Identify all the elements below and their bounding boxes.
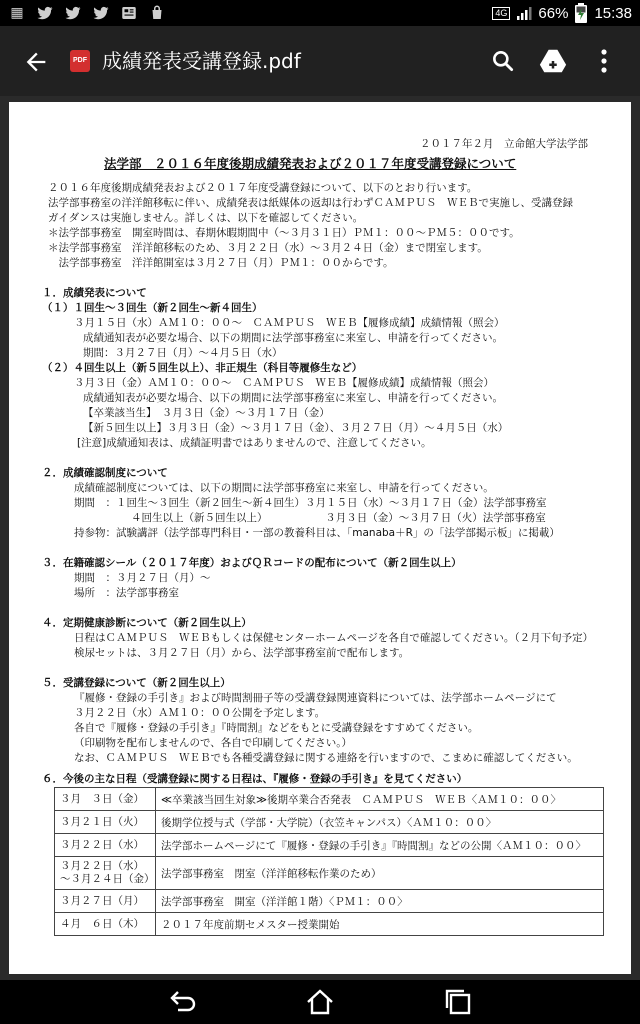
notification-icon: ▦ <box>10 5 24 21</box>
battery-charging-icon <box>574 3 588 23</box>
schedule-event: ２０１７年度前期セメスター授業開始 <box>156 913 604 936</box>
table-row <box>55 857 604 890</box>
twitter-icon <box>36 4 54 22</box>
section-line: ４回生以上（新５回生以上） ３月３日（金）～３月７日（火）法学部事務室 <box>131 512 546 524</box>
section-line: （印刷物を配布しませんので、各自で印刷してください。） <box>74 737 353 749</box>
document-title: 成績発表受講登録.pdf <box>102 49 301 73</box>
table-row <box>55 890 604 913</box>
pdf-page <box>9 102 631 974</box>
section-title: ５．受講登録について（新２回生以上） <box>42 677 231 689</box>
more-options-icon[interactable] <box>592 46 616 76</box>
section-line: 場所 ：法学部事務室 <box>74 587 179 599</box>
schedule-event: 後期学位授与式（学部・大学院）（衣笠キャンパス）〈ＡＭ１０：００〉 <box>156 811 604 834</box>
section-line: 検尿セットは、３月２７日（月）から、法学部事務室前で配布します。 <box>74 647 410 659</box>
section-line: 【卒業該当生】 ３月３日（金）～３月１７日（金） <box>83 407 330 419</box>
intro-line: 法学部事務室の洋洋館移転に伴い、成績発表は紙媒体の返却は行わずＣＡＭＰＵＳ ＷＥＢで実施し、受講登録 <box>48 197 573 209</box>
section-line: ３月３日（金）ＡＭ１０：００～ ＣＡＭＰＵＳ ＷＥＢ【履修成績】成績情報（照会） <box>74 377 494 389</box>
schedule-event: ≪卒業該当回生対象≫後期卒業合否発表 ＣＡＭＰＵＳ ＷＥＢ〈ＡＭ１０：００〉 <box>156 788 604 811</box>
section-line: ３月１５日（水）ＡＭ１０：００～ ＣＡＭＰＵＳ ＷＥＢ【履修成績】成績情報（照会） <box>74 317 505 329</box>
section-line: 成績通知表が必要な場合、以下の期間に法学部事務室に来室し、申請を行ってください。 <box>83 392 503 404</box>
schedule-event: 法学部ホームページにて『履修・登録の手引き』『時間割』などの公開〈ＡＭ１０：００〉 <box>156 834 604 857</box>
section-line: ３月２２日（水）ＡＭ１０：００公開を予定します。 <box>74 707 326 719</box>
section-line: 日程はＣＡＭＰＵＳ ＷＥＢもしくは保健センターホームページを各自で確認してください。（２月下旬予定） <box>74 632 594 644</box>
section-line: 期間 ：１回生～３回生（新２回生～新４回生）３月１５日（水）～３月１７日（金）法学部事務室 <box>74 497 547 509</box>
battery-percent: 66% <box>538 4 569 22</box>
home-icon[interactable] <box>304 986 336 1018</box>
shopping-icon <box>148 4 166 22</box>
subsection-title: （１）１回生～３回生（新２回生～新４回生） <box>42 302 263 314</box>
section-line: 持参物：試験講評（法学部専門科目・一部の教養科目は、「manaba＋R」の「法学部掲示板」に掲載） <box>74 527 560 539</box>
table-row <box>55 834 604 857</box>
schedule-date: ３月２７日（月） <box>55 890 156 913</box>
twitter-icon <box>64 4 82 22</box>
clock: 15:38 <box>594 4 632 22</box>
section-line: [注意]成績通知表は、成績証明書ではありませんので、注意してください。 <box>77 437 432 449</box>
navigation-bar <box>0 980 640 1024</box>
table-row <box>55 913 604 936</box>
intro-line: ２０１６年度後期成績発表および２０１７年度受講登録について、以下のとおり行います。 <box>48 182 478 194</box>
section-line: 成績通知表が必要な場合、以下の期間に法学部事務室に来室し、申請を行ってください。 <box>83 332 503 344</box>
document-date: ２０１７年２月 立命館大学法学部 <box>420 138 588 150</box>
section-line: 『履修・登録の手引き』および時間割冊子等の受講登録関連資料については、法学部ホームページにて <box>74 692 557 704</box>
recent-apps-icon[interactable] <box>442 986 474 1018</box>
table-row <box>55 788 604 811</box>
add-to-drive-icon[interactable] <box>538 46 568 76</box>
back-arrow-icon[interactable] <box>22 48 50 76</box>
schedule-date: ３月２２日（水） <box>55 834 156 857</box>
section-title: ２．成績確認制度について <box>42 467 168 479</box>
subsection-title: （２）４回生以上（新５回生以上）、非正規生（科目等履修生など） <box>42 362 363 374</box>
intro-line: ＊法学部事務室 洋洋館移転のため、３月２２日（水）～３月２４日（金）まで閉室します。 <box>48 242 488 254</box>
section-line: 期間：３月２７日（月）～４月５日（水） <box>83 347 283 359</box>
schedule-date: ４月 ６日（木） <box>55 913 156 936</box>
schedule-date: ３月２１日（火） <box>55 811 156 834</box>
schedule-date: ３月 ３日（金） <box>55 788 156 811</box>
section-line: なお、ＣＡＭＰＵＳ ＷＥＢでも各種受講登録に関する連絡を行いますので、こまめに確認してください。 <box>74 752 578 764</box>
section-line: 各自で『履修・登録の手引き』『時間割』などをもとに受講登録をすすめてください。 <box>74 722 479 734</box>
intro-line: ＊法学部事務室 開室時間は、春期休暇期間中（～３月３１日）ＰＭ１：００～ＰＭ５：００です。 <box>48 227 520 239</box>
schedule-event: 法学部事務室 開室（洋洋館１階）〈ＰＭ１：００〉 <box>156 890 604 913</box>
schedule-date: ３月２２日（水） ～３月２４日（金） <box>55 857 156 890</box>
back-nav-icon[interactable] <box>166 986 198 1018</box>
section-title: ４．定期健康診断について（新２回生以上） <box>42 617 252 629</box>
section-title: １．成績発表について <box>42 287 147 299</box>
twitter-icon <box>92 4 110 22</box>
schedule-table <box>54 787 604 936</box>
pdf-viewer[interactable] <box>0 96 640 980</box>
signal-icon <box>516 5 532 21</box>
schedule-event: 法学部事務室 閉室（洋洋館移転作業のため） <box>156 857 604 890</box>
document-heading: 法学部 ２０１６年度後期成績発表および２０１７年度受講登録について <box>104 156 517 171</box>
section-line: 成績確認制度については、以下の期間に法学部事務室に来室し、申請を行ってください。 <box>74 482 494 494</box>
search-icon[interactable] <box>490 48 516 74</box>
intro-line: ガイダンスは実施しません。詳しくは、以下を確認してください。 <box>48 212 364 224</box>
section-line: 【新５回生以上】３月３日（金）～３月１７日（金）、３月２７日（月）～４月５日（水） <box>83 422 509 434</box>
network-type-badge: 4G <box>492 7 510 20</box>
status-bar <box>0 0 640 26</box>
pdf-file-icon: PDF <box>70 50 90 72</box>
news-icon <box>120 4 138 22</box>
section-title: ６．今後の主な日程（受講登録に関する日程は、『履修・登録の手引き』を見てください） <box>42 773 468 785</box>
section-title: ３．在籍確認シール（２０１７年度）およびＱＲコードの配布について（新２回生以上） <box>42 557 462 569</box>
section-line: 期間 ：３月２７日（月）～ <box>74 572 211 584</box>
app-bar <box>0 26 640 96</box>
intro-line: 法学部事務室 洋洋館開室は３月２７日（月）ＰＭ１：００からです。 <box>48 257 394 269</box>
table-row <box>55 811 604 834</box>
